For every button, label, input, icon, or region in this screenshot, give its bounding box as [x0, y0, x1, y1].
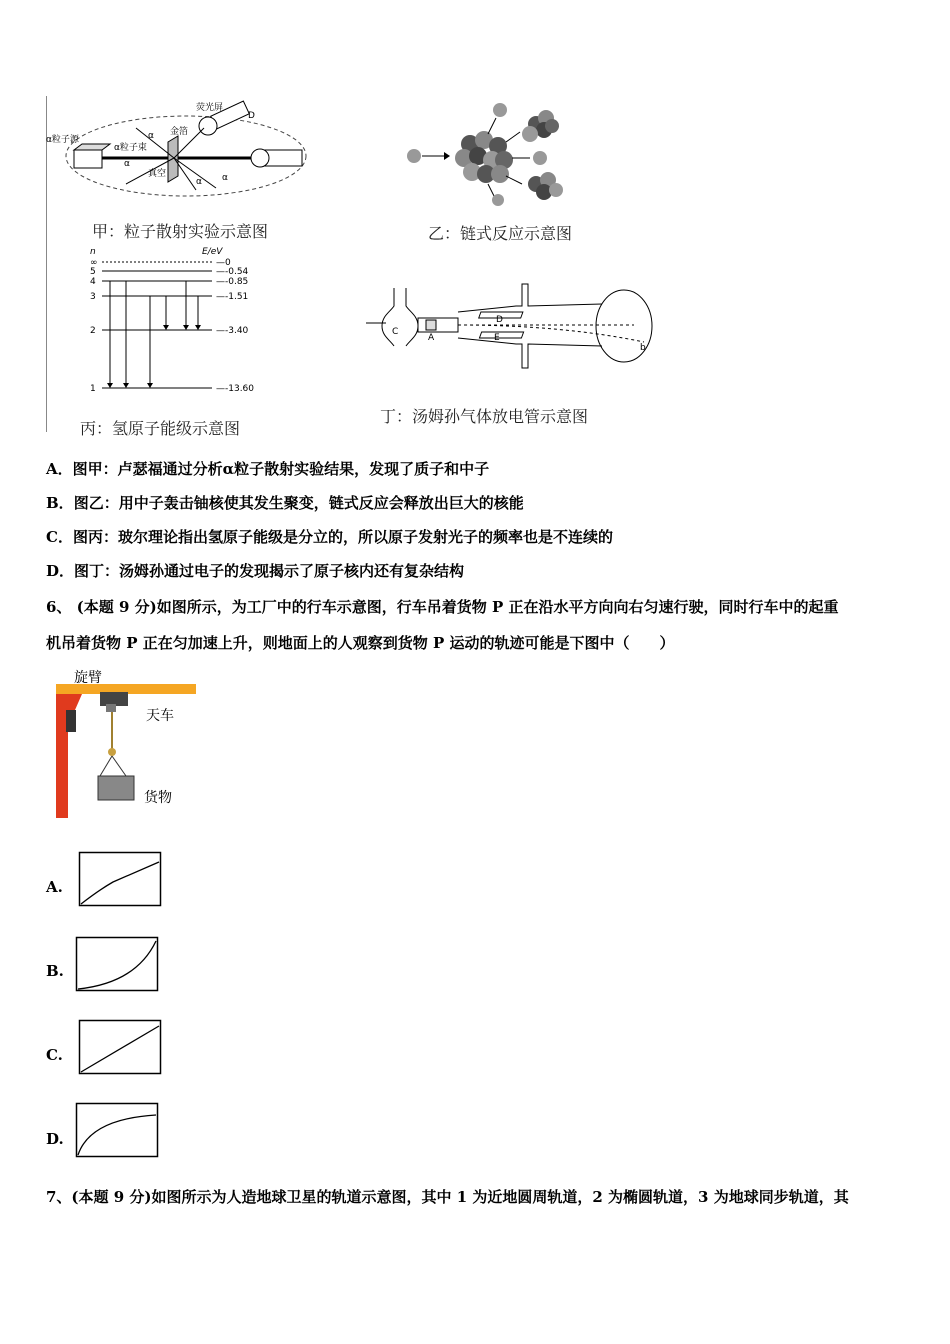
- crane-label-arm: 旋臂: [74, 670, 102, 686]
- q6-option-d-graph: [76, 1103, 158, 1157]
- jia-label-alpha-4: α: [222, 173, 228, 183]
- jia-label-fluorescent: 荧光屏: [196, 103, 224, 113]
- energy-level-n: 4: [90, 277, 96, 287]
- energy-level-figure: [80, 244, 280, 404]
- jia-caption: 甲：粒子散射实验示意图: [92, 222, 269, 241]
- q6-option-d-label: D.: [46, 1130, 64, 1148]
- crane-figure: [52, 666, 202, 822]
- energy-level-n: 1: [90, 384, 96, 394]
- q6-option-a-label: A.: [46, 878, 63, 896]
- ding-label-b: b: [640, 343, 646, 353]
- q6-line1: 6、 (本题 9 分)如图所示，为工厂中的行车示意图，行车吊着货物 P 正在沿水平方向向右匀速行驶，同时行车中的起重: [46, 598, 839, 616]
- q7-line1: 7、(本题 9 分)如图所示为人造地球卫星的轨道示意图，其中 1 为近地圆周轨道，2 为椭圆轨道，3 为地球同步轨道，其: [46, 1188, 849, 1206]
- alpha-scattering-figure: [46, 98, 316, 210]
- bing-caption: 丙：氢原子能级示意图: [80, 419, 241, 438]
- q6-option-b-graph: [76, 937, 158, 991]
- ding-label-c: C: [392, 327, 399, 337]
- energy-level-value: —-13.60: [216, 384, 255, 394]
- energy-level-value: —-0.85: [216, 277, 249, 287]
- q6-option-c-label: C.: [46, 1046, 63, 1064]
- ding-label-e: E: [494, 333, 500, 343]
- q5-option-c: C．图丙：玻尔理论指出氢原子能级是分立的，所以原子发射光子的频率也是不连续的: [46, 528, 613, 546]
- energy-level-n: 3: [90, 292, 96, 302]
- transition-arrowhead: [147, 383, 153, 388]
- jia-label-vacuum: 真空: [148, 169, 167, 179]
- energy-level-n: 5: [90, 267, 96, 277]
- jia-label-alpha-2: α: [124, 159, 130, 169]
- q5-option-a: A．图甲：卢瑟福通过分析α粒子散射实验结果，发现了质子和中子: [46, 460, 490, 478]
- jia-label-alpha-3: α: [196, 177, 202, 187]
- energy-level-n: ∞: [90, 258, 98, 268]
- jia-label-foil: 金箔: [170, 127, 189, 137]
- transition-arrowhead: [195, 325, 201, 330]
- energy-axis-e: E/eV: [202, 247, 223, 257]
- ding-label-a: A: [428, 333, 435, 343]
- crane-label-trolley: 天车: [146, 708, 174, 724]
- crane-label-cargo: 货物: [144, 790, 172, 806]
- q6-line2: 机吊着货物 P 正在匀加速上升，则地面上的人观察到货物 P 运动的轨迹可能是下图中（ ）: [46, 634, 675, 652]
- transition-arrowhead: [107, 383, 113, 388]
- jia-label-source: α粒子源: [46, 135, 79, 145]
- q6-option-c-graph: [79, 1020, 161, 1074]
- energy-axis-n: n: [90, 247, 96, 257]
- jia-label-alpha-1: α: [148, 131, 154, 141]
- jia-label-beam: α粒子束: [114, 143, 147, 153]
- q5-option-b: B．图乙：用中子轰击铀核使其发生聚变，链式反应会释放出巨大的核能: [46, 494, 524, 512]
- ding-caption: 丁：汤姆孙气体放电管示意图: [380, 407, 589, 426]
- energy-level-n: 2: [90, 326, 96, 336]
- jia-label-d: D: [248, 111, 255, 121]
- energy-level-value: —-3.40: [216, 326, 249, 336]
- q5-option-d: D．图丁：汤姆孙通过电子的发现揭示了原子核内还有复杂结构: [46, 562, 465, 580]
- ding-label-d: D: [496, 315, 503, 325]
- yi-caption: 乙：链式反应示意图: [428, 224, 573, 243]
- transition-arrowhead: [183, 325, 189, 330]
- transition-arrowhead: [163, 325, 169, 330]
- q6-option-b-label: B.: [46, 962, 64, 980]
- energy-level-value: —-0.54: [216, 267, 249, 277]
- energy-level-value: —0: [216, 258, 231, 268]
- discharge-tube-figure: [362, 276, 654, 376]
- transition-arrowhead: [123, 383, 129, 388]
- energy-level-value: —-1.51: [216, 292, 249, 302]
- chain-reaction-figure: [400, 96, 570, 206]
- q6-option-a-graph: [79, 852, 161, 906]
